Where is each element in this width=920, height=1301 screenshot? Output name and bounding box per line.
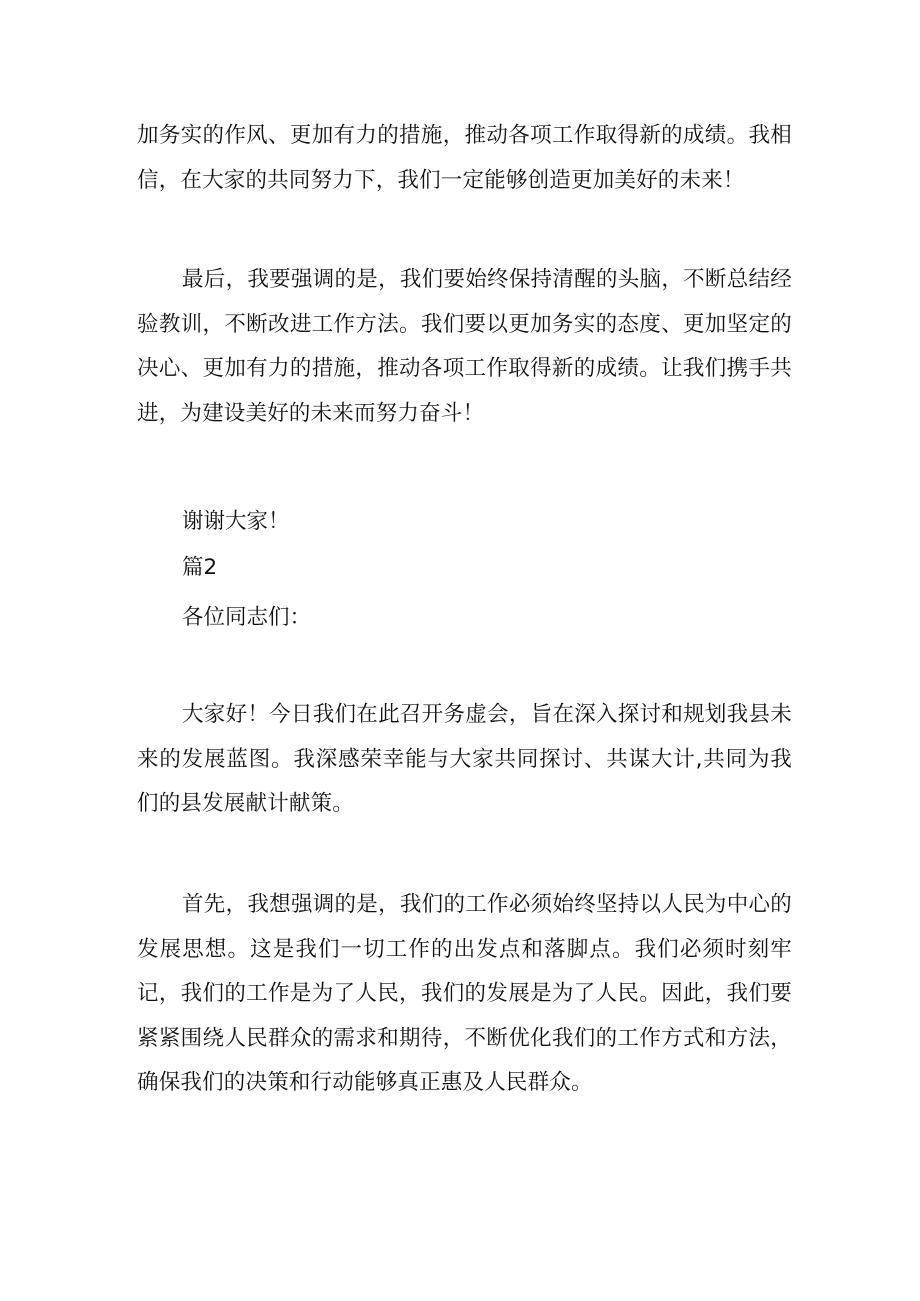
salutation: 各位同志们： [182,605,312,630]
paragraph-first-point: 首先，我想强调的是，我们的工作必须始终坚持以人民为中心的发展思想。这是我们一切工作的出发点和落脚点。我们必须时刻牢记，我们的工作是为了人民，我们的发展是为了人民。因此，我们要紧紧围绕人民群众的需求和期待，不断优化我们的工作方式和方法，确保我们的决策和行动能够真正惠及人民群众。 [137,892,792,1095]
closing-thanks: 谢谢大家！ [182,509,290,534]
section-heading: 篇2 [182,555,218,580]
paragraph-greeting: 大家好！今日我们在此召开务虚会，旨在深入探讨和规划我县未来的发展蓝图。我深感荣幸能与大家共同探讨、共谋大计,共同为我们的县发展献计献策。 [137,702,792,816]
paragraph-continuation: 加务实的作风、更加有力的措施，推动各项工作取得新的成绩。我相信，在大家的共同努力下，我们一定能够创造更加美好的未来！ [137,123,792,193]
paragraph-conclusion: 最后，我要强调的是，我们要始终保持清醒的头脑，不断总结经验教训，不断改进工作方法。我们要以更加务实的态度、更加坚定的决心、更加有力的措施，推动各项工作取得新的成绩。让我们携手共进，为建设美好的未来而努力奋斗！ [137,267,792,426]
